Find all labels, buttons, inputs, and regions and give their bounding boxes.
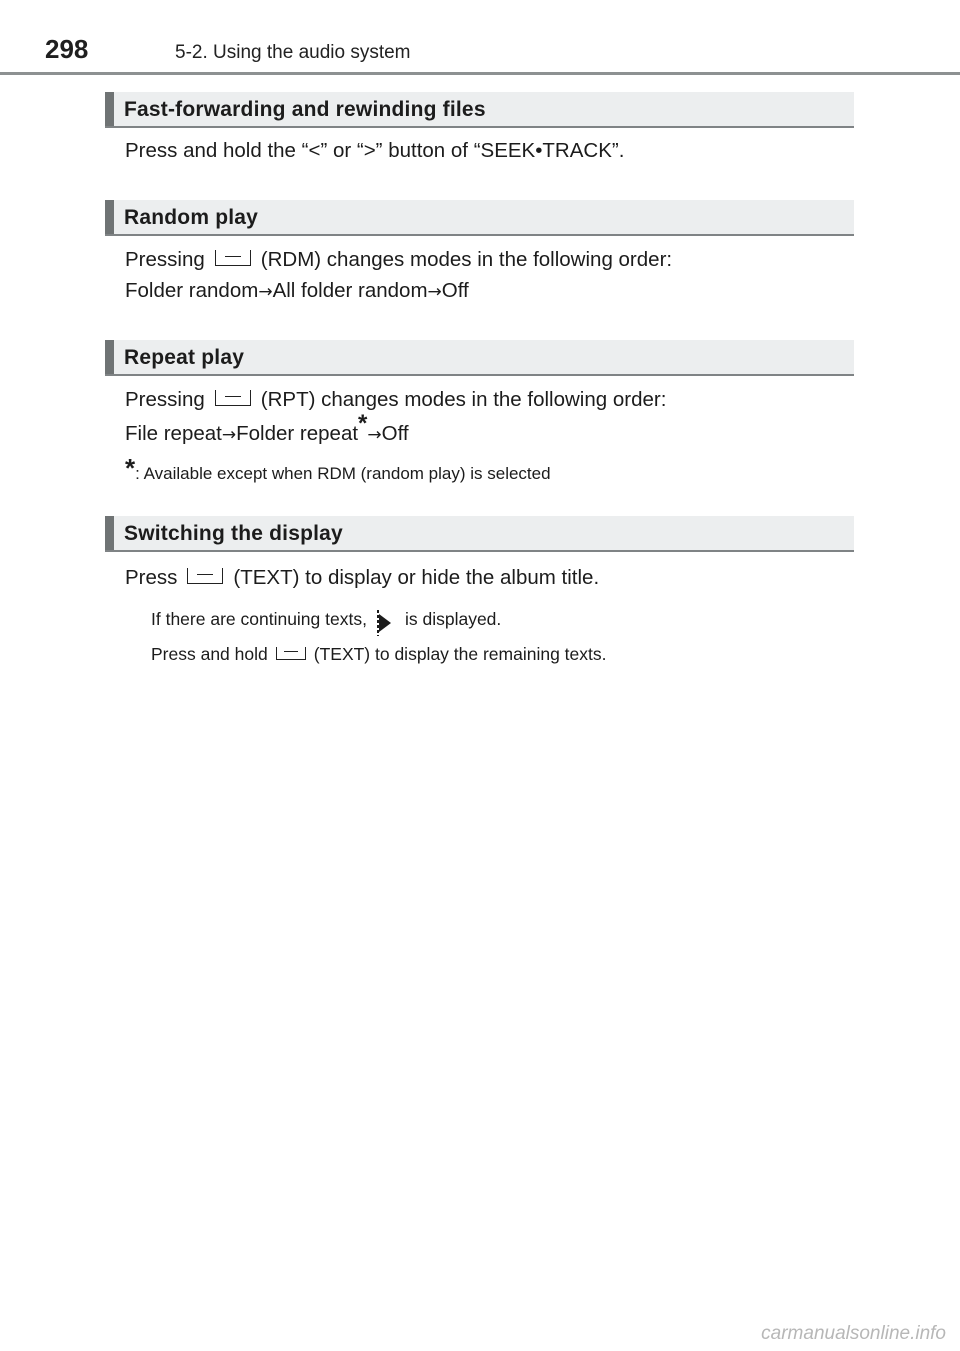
instruction-text: (RPT) changes modes in the following order: [260, 388, 667, 411]
arrow-icon: → [367, 425, 382, 445]
mode-text: Folder repeat [236, 422, 359, 445]
repeat-play-instruction [125, 388, 666, 412]
section-header-random-play [105, 200, 854, 236]
random-play-instruction [125, 248, 672, 272]
mode-text: Off [441, 279, 469, 302]
section-title: Repeat play [124, 346, 245, 369]
preset-button-icon [276, 647, 306, 660]
continuing-text-icon [379, 614, 391, 632]
continuing-text-note [151, 609, 501, 630]
section-title: Random play [124, 206, 259, 229]
instruction-text: Press [125, 566, 178, 589]
note-text: Press and hold [151, 644, 268, 664]
mode-text: File repeat [125, 422, 222, 445]
arrow-icon: → [258, 282, 273, 302]
footnote-star: * [358, 410, 368, 437]
section-title: Fast-forwarding and rewinding files [124, 98, 486, 121]
fast-forward-instruction: Press and hold the “<” or “>” button of “SEEK•TRACK”. [125, 139, 625, 162]
instruction-text: Pressing [125, 388, 205, 411]
instruction-text: (RDM) changes modes in the following order: [260, 248, 673, 271]
footnote-star: * [125, 453, 136, 483]
note-text: is displayed. [404, 609, 502, 629]
mode-text: Folder random [125, 279, 259, 302]
repeat-footnote [125, 455, 551, 486]
page-number: 298 [45, 34, 89, 64]
note-text: (TEXT) to display the remaining texts. [313, 644, 607, 664]
section-header-switch-display [105, 516, 854, 552]
mode-text: Off [381, 422, 409, 445]
preset-button-icon [215, 390, 251, 406]
arrow-icon: → [427, 282, 442, 302]
repeat-play-order [125, 410, 409, 447]
footnote-text: : Available except when RDM (random play) is selected [135, 464, 551, 483]
watermark: carmanualsonline.info [761, 1323, 946, 1344]
remaining-text-note [151, 644, 607, 665]
section-header-fast-forward [105, 92, 854, 128]
mode-text: All folder random [272, 279, 428, 302]
chapter-title: 5-2. Using the audio system [175, 42, 411, 63]
section-header-repeat-play [105, 340, 854, 376]
instruction-text: Pressing [125, 248, 205, 271]
switch-display-instruction [125, 566, 599, 590]
preset-button-icon [215, 250, 251, 266]
preset-button-icon [187, 568, 223, 584]
random-play-order [125, 279, 469, 303]
section-title: Switching the display [124, 522, 343, 545]
arrow-icon: → [221, 425, 237, 445]
instruction-text: (TEXT) to display or hide the album title. [233, 566, 600, 589]
note-text: If there are continuing texts, [151, 609, 367, 629]
header-divider [0, 72, 960, 75]
